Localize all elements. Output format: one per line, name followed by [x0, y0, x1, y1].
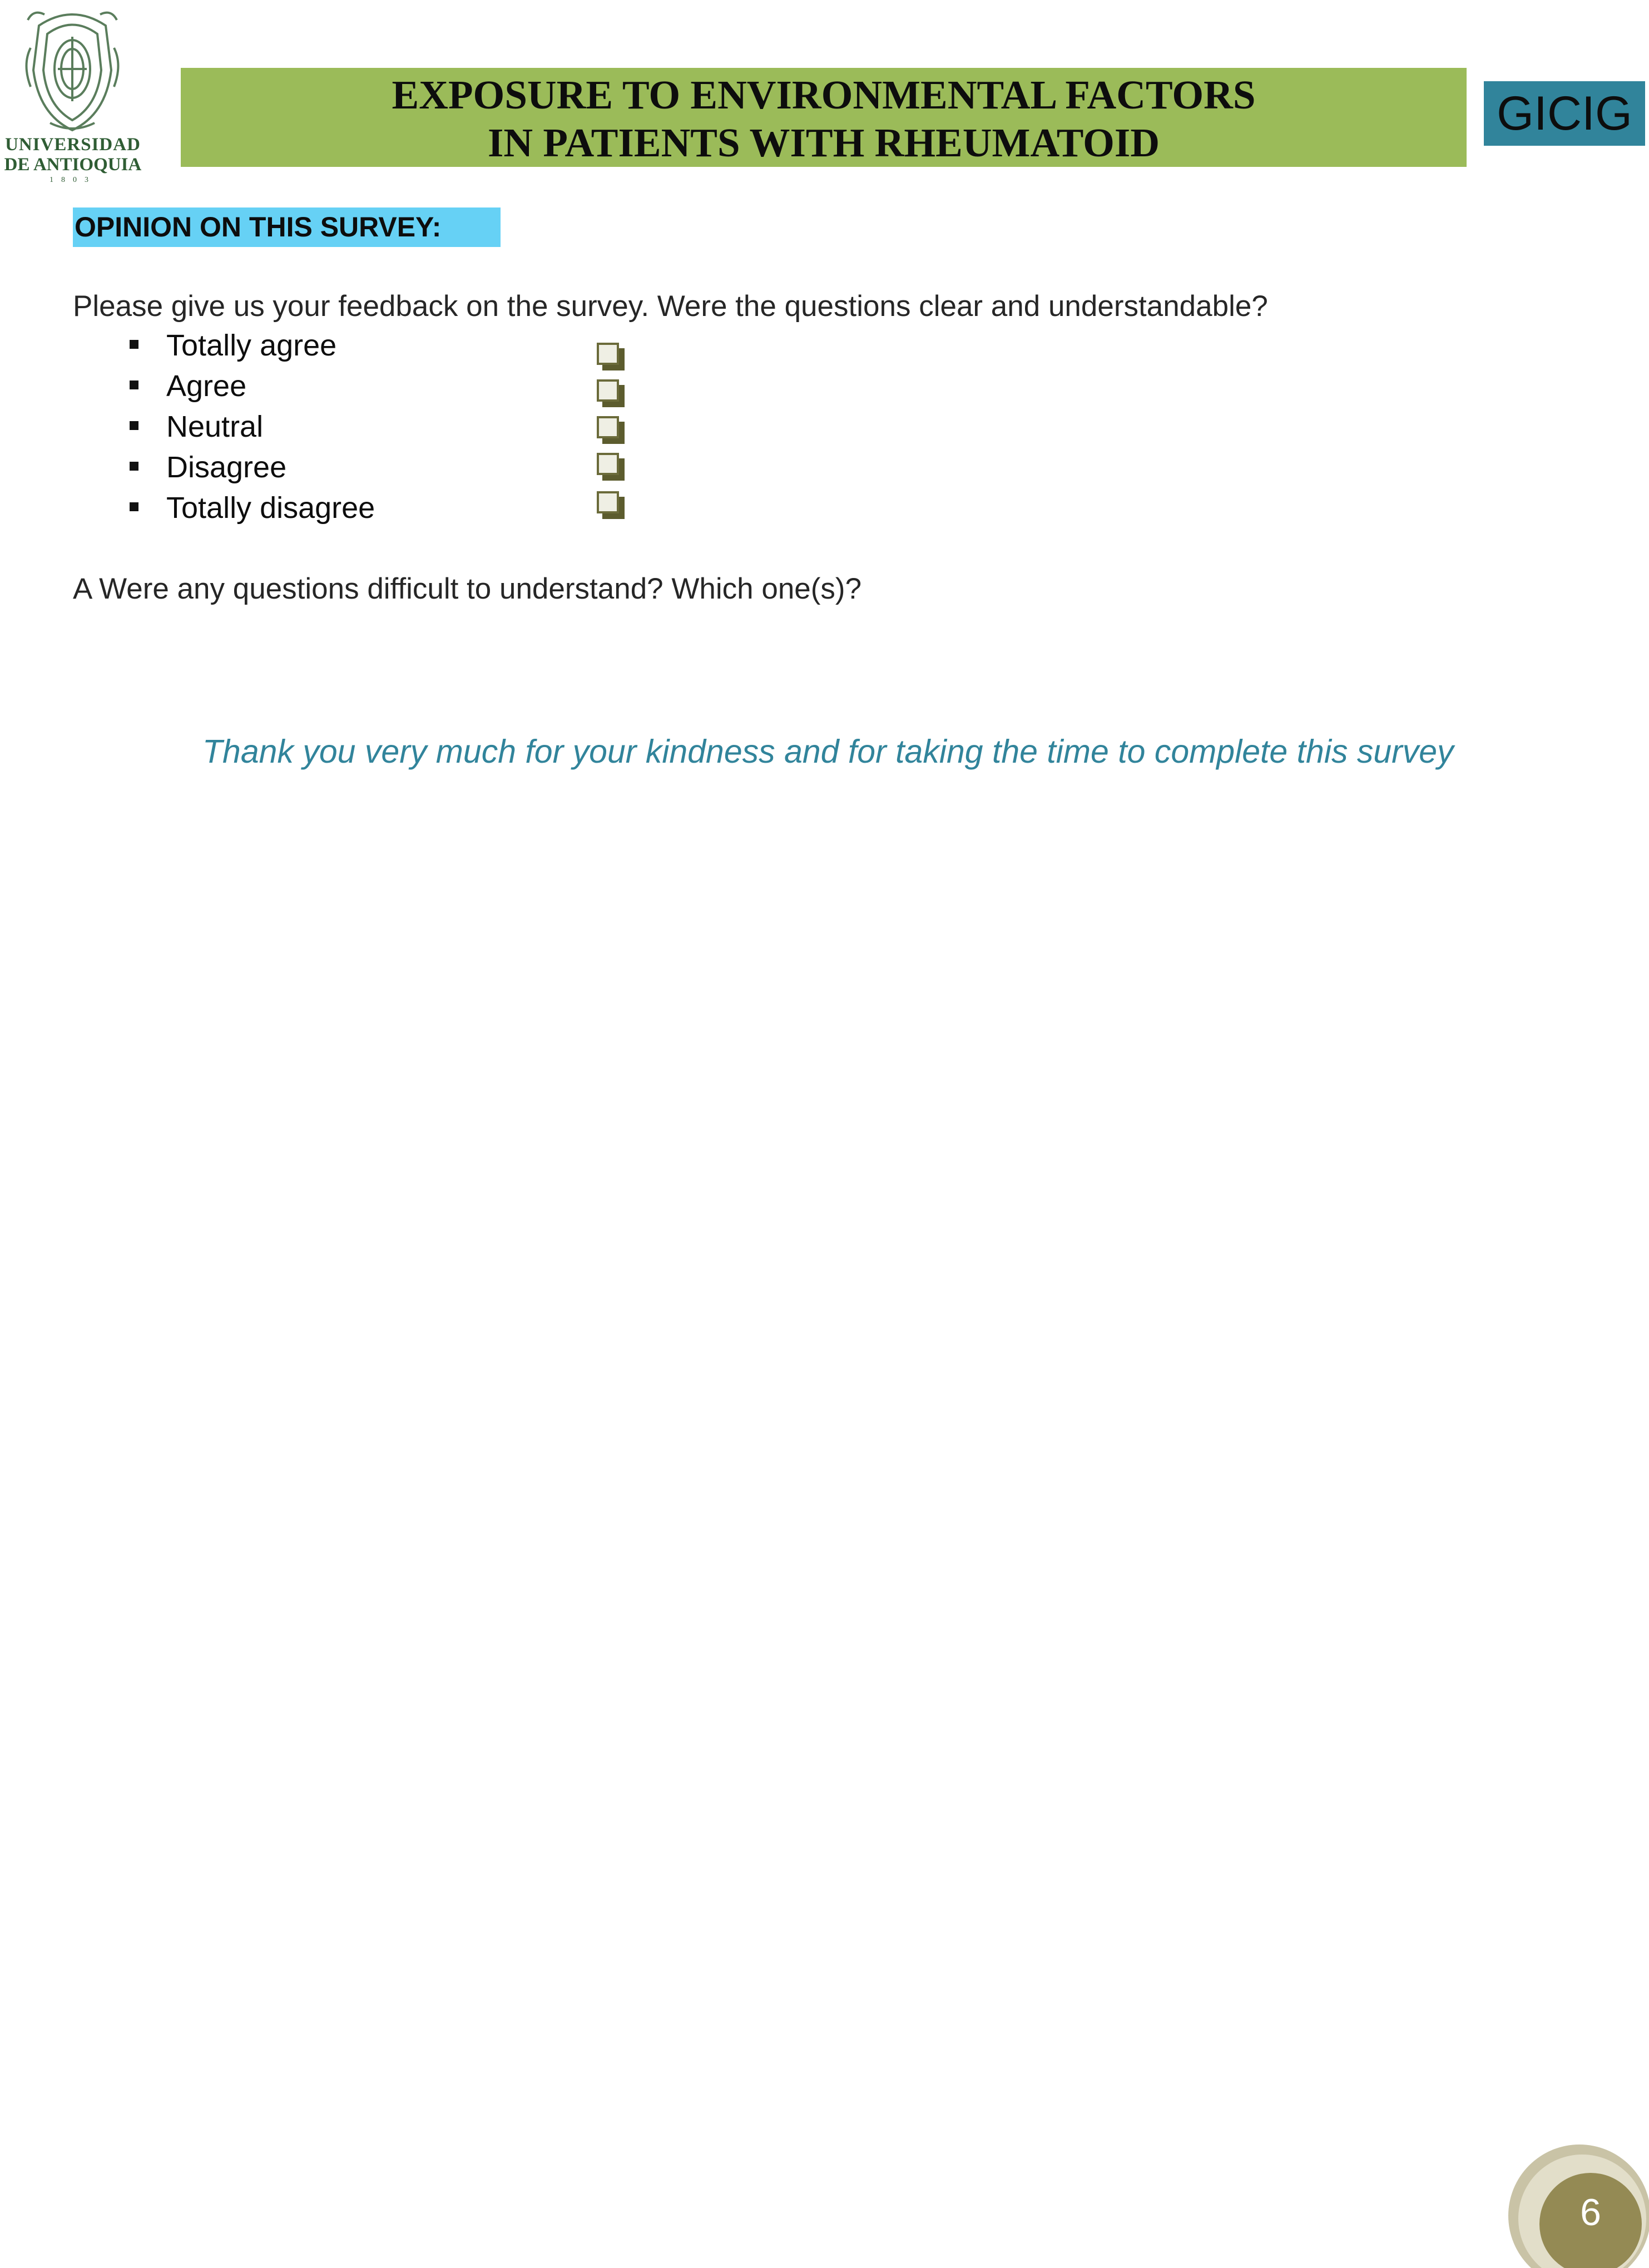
option-agree: [130, 369, 246, 403]
university-seal-icon: [17, 3, 128, 134]
bullet-icon: [130, 381, 138, 389]
page-number-badge: [1502, 2135, 1649, 2268]
closing-message: Thank you very much for your kindness and for taking the time to complete this survey: [202, 733, 1454, 770]
question-clarity: Please give us your feedback on the survey. Were the questions clear and understandable?: [73, 290, 1268, 323]
checkbox-neutral[interactable]: [597, 416, 625, 445]
university-name-line2: DE ANTIOQUIA: [4, 155, 142, 175]
bullet-icon: [130, 340, 138, 349]
question-difficult: A Were any questions difficult to understand? Which one(s)?: [73, 572, 862, 605]
option-disagree: [130, 450, 286, 485]
option-label: Neutral: [166, 410, 264, 443]
university-logo: [0, 0, 146, 189]
checkbox-agree[interactable]: [597, 379, 625, 408]
title-line1: EXPOSURE TO ENVIRONMENTAL FACTORS: [392, 72, 1256, 117]
bullet-icon: [130, 502, 138, 511]
university-founding-year: 1803: [49, 176, 96, 184]
option-totally-disagree: [130, 491, 375, 525]
page-number: 6: [1580, 2191, 1601, 2234]
option-totally-agree: [130, 328, 336, 363]
bullet-icon: [130, 462, 138, 471]
option-neutral: [130, 409, 263, 444]
university-name-line1: UNIVERSIDAD: [5, 135, 141, 155]
bullet-icon: [130, 421, 138, 430]
option-label: Totally disagree: [166, 491, 375, 525]
checkbox-disagree[interactable]: [597, 453, 625, 482]
group-badge: GICIG: [1484, 81, 1645, 146]
title-banner: [181, 68, 1467, 167]
title-line2: IN PATIENTS WITH RHEUMATOID: [487, 120, 1160, 165]
option-label: Disagree: [166, 451, 287, 484]
option-label: Totally agree: [166, 329, 337, 362]
section-heading: OPINION ON THIS SURVEY:: [73, 207, 501, 247]
option-label: Agree: [166, 369, 247, 403]
checkbox-totally-disagree[interactable]: [597, 491, 625, 520]
checkbox-totally-agree[interactable]: [597, 343, 625, 372]
